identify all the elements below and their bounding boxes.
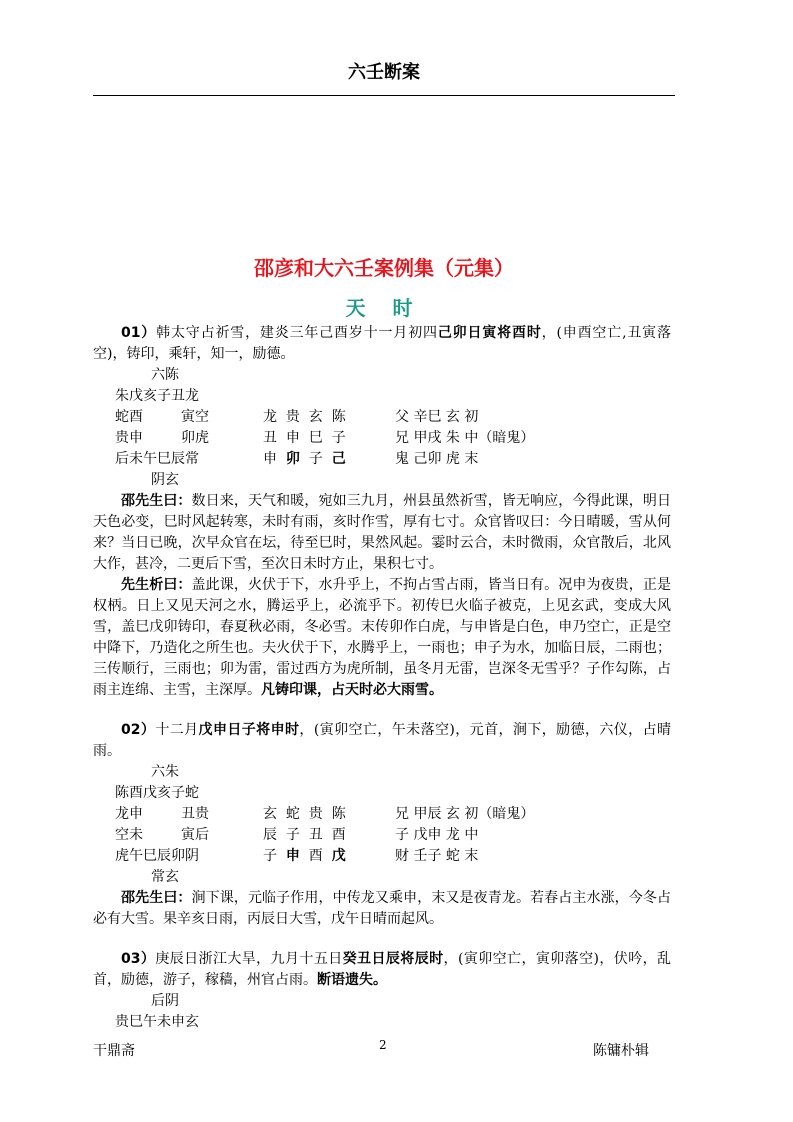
case-2-intro: 02）十二月戊申日子将申时，(寅卯空亡，午未落空)，元首，涧下，励德，六仪，占晴雨。 xyxy=(93,722,672,759)
chart-line: 空未 寅后 辰 子 丑 酉 子 戊申 龙 中 xyxy=(115,827,479,843)
footer-right: 陈镛朴辑 xyxy=(593,1043,649,1059)
case-number: 03） xyxy=(121,951,156,967)
case-2-shao-comment: 邵先生曰：涧下课，元临子作用，中传龙又乘申，末又是夜青龙。若春占主水涨，今冬占必有大雪。果辛亥日雨，丙辰日大雪，戊午日晴而起风。 xyxy=(93,890,672,927)
case-number: 02） xyxy=(121,722,156,738)
case-number: 01） xyxy=(121,325,157,341)
running-header: 六壬断案 xyxy=(348,62,420,83)
chart-line: 后未午巳辰常 申 卯 子 己 鬼 己卯 虎 末 xyxy=(115,451,479,467)
document-title: 邵彦和大六壬案例集（元集） xyxy=(254,256,514,280)
chart-line: 蛇酉 寅空 龙 贵 玄 陈 父 辛巳 玄 初 xyxy=(115,409,479,425)
case-3-intro: 03）庚辰日浙江大旱，九月十五日癸丑日辰将辰时，(寅卯空亡，寅卯落空)，伏吟，乱首，励德，游子，稼穑，州官占雨。断语遗失。 xyxy=(93,951,672,988)
header-rule xyxy=(93,95,675,96)
content xyxy=(93,323,671,1033)
section-heading: 天 时 xyxy=(345,296,423,320)
footer-left: 干鼎斋 xyxy=(93,1043,135,1059)
case-1-shao-comment: 邵先生曰：数日来，天气和暖，宛如三九月，州县虽然祈雪，皆无响应，今得此课，明日天色必变，巳时风起转寒，未时有雨，亥时作雪，厚有七寸。众官皆叹曰：今日晴暖，雪从何来？当日已晚，次早众官在坛，待至巳时，果然风起。霎时云合，未时微雨，众官散后，北风大作，甚冷，二更后下雪，至次日未时方止，果积七寸。 xyxy=(93,493,672,572)
chart-line: 朱戊亥子丑龙 xyxy=(115,388,199,404)
chart-line: 六陈 xyxy=(151,367,179,383)
chart-line: 龙申 丑贵 玄 蛇 贵 陈 兄 甲辰 玄 初（暗鬼） xyxy=(115,806,535,822)
chart-line: 六朱 xyxy=(151,764,179,780)
chart-line: 常玄 xyxy=(151,869,179,885)
chart-line: 虎午巳辰卯阴 子 申 酉 戊 财 壬子 蛇 末 xyxy=(115,848,479,864)
chart-line: 贵巳午未申玄 xyxy=(115,1014,199,1030)
chart-line: 后阴 xyxy=(151,993,179,1009)
chart-line: 陈酉戊亥子蛇 xyxy=(115,785,199,801)
page-number: 2 xyxy=(379,1038,387,1052)
chart-line: 阴玄 xyxy=(151,472,179,488)
chart-line: 贵申 卯虎 丑 申 巳 子 兄 甲戌 朱 中（暗鬼） xyxy=(115,430,535,446)
case-1-intro: 01）韩太守占祈雪，建炎三年己酉岁十一月初四己卯日寅将酉时，(申酉空亡,丑寅落空)，铸印，乘轩，知一，励德。 xyxy=(93,325,672,362)
case-1-analysis: 先生析曰：盖此课，火伏于下，水升乎上，不拘占雪占雨，皆当日有。况申为夜贵，正是权柄。日上又见天河之水，腾运乎上，必流乎下。初传巳火临子被克，上见玄武，变成大风雪，盖巳戊卯铸印，春夏秋必雨，冬必雪。末传卯作白虎，与申皆是白色，申乃空亡，正是空中降下，乃造化之所生也。夫火伏于下，水腾乎上，一雨也；申子为水，加临日辰，二雨也；三传顺行，三雨也；卯为雷，雷过西方为虎所制，虽冬月无雷，岂深冬无雪乎？子作勾陈，占雨主连绵、主雪，主深厚。凡铸印课，占天时必大雨雪。 xyxy=(93,577,672,698)
